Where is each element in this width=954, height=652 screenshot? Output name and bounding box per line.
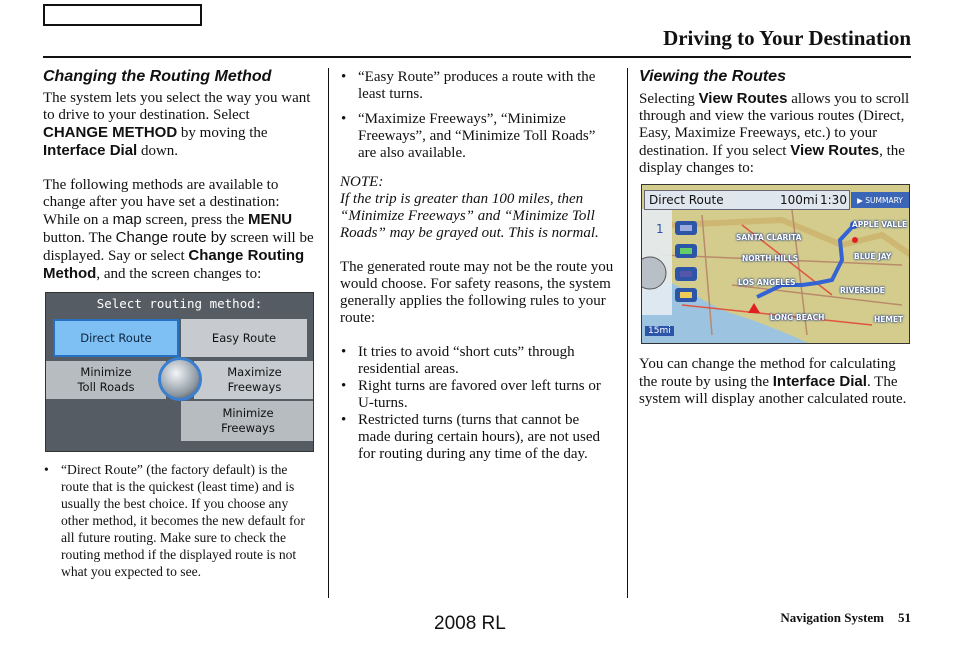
map-label-hemet: HEMET [874,315,904,324]
map-label-santa-clarita: SANTA CLARITA [736,233,802,242]
command-view-routes: View Routes [790,142,880,159]
command-view-routes: View Routes [698,90,788,107]
button-name-menu: MENU [247,211,293,228]
text-run: You can change the method for calculating the route by using the [639,356,896,390]
column-middle [340,69,615,463]
screen-name-map: map [112,211,142,228]
maximize-freeways-button[interactable] [194,361,314,399]
column-divider-left [328,68,329,598]
section-heading-routing-method: Changing the Routing Method [43,68,272,85]
rules-bullet-list [340,344,615,463]
text-run: down. [137,143,179,159]
easy-route-button[interactable]: Easy Route [181,319,307,357]
minimize-freeways-button[interactable] [181,401,314,441]
svg-text:1: 1 [656,222,664,236]
screen-name-change-route: Change route by [115,229,227,246]
text-run: , and the screen changes to: [96,266,262,282]
note-body: If the trip is greater than 100 miles, then “Minimize Freeways” and “Minimize Toll Roads” may be grayed out. This is normal. [340,191,599,241]
footer-section [780,610,911,626]
command-change-method: CHANGE METHOD [43,124,178,141]
command-interface-dial: Interface Dial [772,373,867,390]
button-label-line: Minimize [222,406,274,420]
route-map-screenshot [641,184,910,344]
header-divider [43,56,911,58]
route-time: 1:30 [820,193,847,207]
list-item: • Right turns are favored over left turns or U-turns. [340,378,615,412]
map-scale: 15mi [645,326,674,336]
view-routes-paragraph [639,90,911,177]
map-label-apple-valley: APPLE VALLE [852,220,908,229]
routing-rules-paragraph: The generated route may not be the route you would choose. For safety reasons, the system generally applies the following rules to your route: [340,259,614,326]
direct-route-bullet-list [43,461,315,580]
change-method-paragraph [639,356,911,408]
text-run: Selecting [639,91,699,107]
button-label-line: Maximize [227,365,282,379]
text-run: The system lets you select the way you want to drive to your destination. Select [43,90,311,123]
map-label-los-angeles: LOS ANGELES [738,278,796,287]
column-divider-right [627,68,628,598]
column-left [43,64,315,580]
routing-method-screenshot [45,292,314,452]
route-distance: 100mi [780,193,818,207]
page-number: 51 [898,610,911,625]
button-label-line: Minimize [80,365,132,379]
list-item: • “Maximize Freeways”, “Minimize Freeways”, and “Minimize Toll Roads” are also available. [340,111,615,162]
interface-dial-icon [158,357,202,401]
footer-section-name: Navigation System [780,610,884,625]
page-title: Driving to Your Destination [663,26,911,50]
direct-route-button[interactable]: Direct Route [53,319,179,357]
command-interface-dial: Interface Dial [43,142,138,159]
map-label-riverside: RIVERSIDE [840,286,885,295]
summary-button[interactable]: ▶ SUMMARY [851,192,909,208]
map-label-north-hills: NORTH HILLS [742,254,799,263]
command-change-routing-method: Change Routing Method [43,247,305,282]
column-right [639,64,911,408]
text-run: screen, press the [141,212,248,228]
intro-paragraph [43,90,315,160]
map-label-long-beach: LONG BEACH [770,313,825,322]
text-run: , the display changes to: [639,143,905,176]
button-label-line: Freeways [227,380,282,394]
methods-paragraph [43,177,315,283]
text-run: . The system will display another calculated route. [639,374,907,407]
methods-bullet-list [340,69,615,162]
screen-title: Select routing method: [96,296,263,311]
note-heading: NOTE: [340,174,384,190]
header-tab-box [43,4,202,26]
minimize-toll-roads-button[interactable] [46,361,166,399]
text-run: by moving the [177,125,268,141]
route-name: Direct Route [649,193,724,207]
map-label-blue-jay: BLUE JAY [854,252,892,261]
route-info-bar [644,190,850,210]
list-item: • “Easy Route” produces a route with the least turns. [340,69,615,103]
section-heading-viewing-routes: Viewing the Routes [639,68,786,85]
list-item: • Restricted turns (turns that cannot be made during certain hours), are not used for routing during any time of the day. [340,412,615,463]
list-item: • “Direct Route” (the factory default) is the route that is the quickest (least time) and is usually the best choice. If you choose any other method, it becomes the new default for all future routing. Make sure to check the routing method if the displayed route is not what you expected to see. [43,461,315,580]
button-label-line: Toll Roads [77,380,135,394]
text-run: button. The [43,230,116,246]
text-run: The following methods are available to change after you have set a destination: While on a [43,177,280,228]
footer-model-year: 2008 RL [434,613,506,634]
list-item: • It tries to avoid “short cuts” through residential areas. [340,344,615,378]
text-run: allows you to scroll through and view the various routes (Direct, Easy, Maximize Freeways, etc.) to your destination. If you select [639,91,910,159]
text-run: screen will be displayed. Say or select [43,230,314,264]
button-label-line: Freeways [221,421,275,435]
